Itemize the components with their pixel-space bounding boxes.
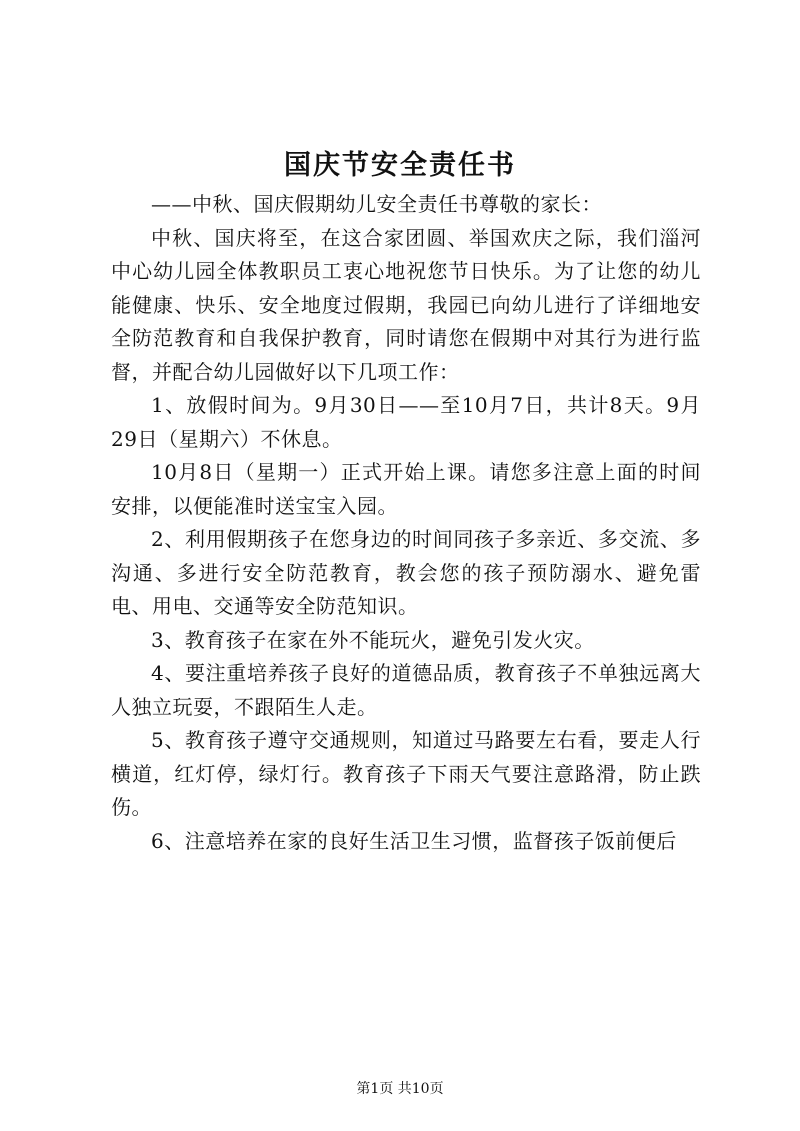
- paragraph-intro: 中秋、国庆将至，在这合家团圆、举国欢庆之际，我们淄河中心幼儿园全体教职员工衷心地祝您节日快乐。为了让您的幼儿能健康、快乐、安全地度过假期，我园已向幼儿进行了详细地安全防范教育和自我保护教育，同时请您在假期中对其行为进行监督，并配合幼儿园做好以下几项工作：: [111, 225, 701, 384]
- paragraph-item-3: 3、教育孩子在家在外不能玩火，避免引发火灾。: [151, 627, 595, 652]
- paragraph-item-1-cont: 10月8日（星期一）正式开始上课。请您多注意上面的时间安排，以便能准时送宝宝入园。: [111, 460, 701, 518]
- paragraph-subtitle: ——中秋、国庆假期幼儿安全责任书尊敬的家长：: [151, 192, 602, 216]
- page-footer: 第1页 共10页: [356, 1081, 444, 1097]
- paragraph-item-2: 2、利用假期孩子在您身边的时间同孩子多亲近、多交流、多沟通、多进行安全防范教育，教会您的孩子预防溺水、避免雷电、用电、交通等安全防范知识。: [111, 527, 701, 618]
- paragraph-item-1: 1、放假时间为。9月30日——至10月7日，共计8天。9月29日（星期六）不休息。: [111, 393, 701, 451]
- paragraph-item-6: 6、注意培养在家的良好生活卫生习惯，监督孩子饭前便后: [151, 828, 677, 853]
- document-title: 国庆节安全责任书: [284, 150, 516, 181]
- document-body: [111, 188, 701, 858]
- paragraph-item-4: 4、要注重培养孩子良好的道德品质，教育孩子不单独远离大人独立玩耍，不跟陌生人走。: [111, 661, 701, 719]
- paragraph-item-5: 5、教育孩子遵守交通规则，知道过马路要左右看，要走人行横道，红灯停，绿灯行。教育孩子下雨天气要注意路滑，防止跌伤。: [111, 728, 701, 819]
